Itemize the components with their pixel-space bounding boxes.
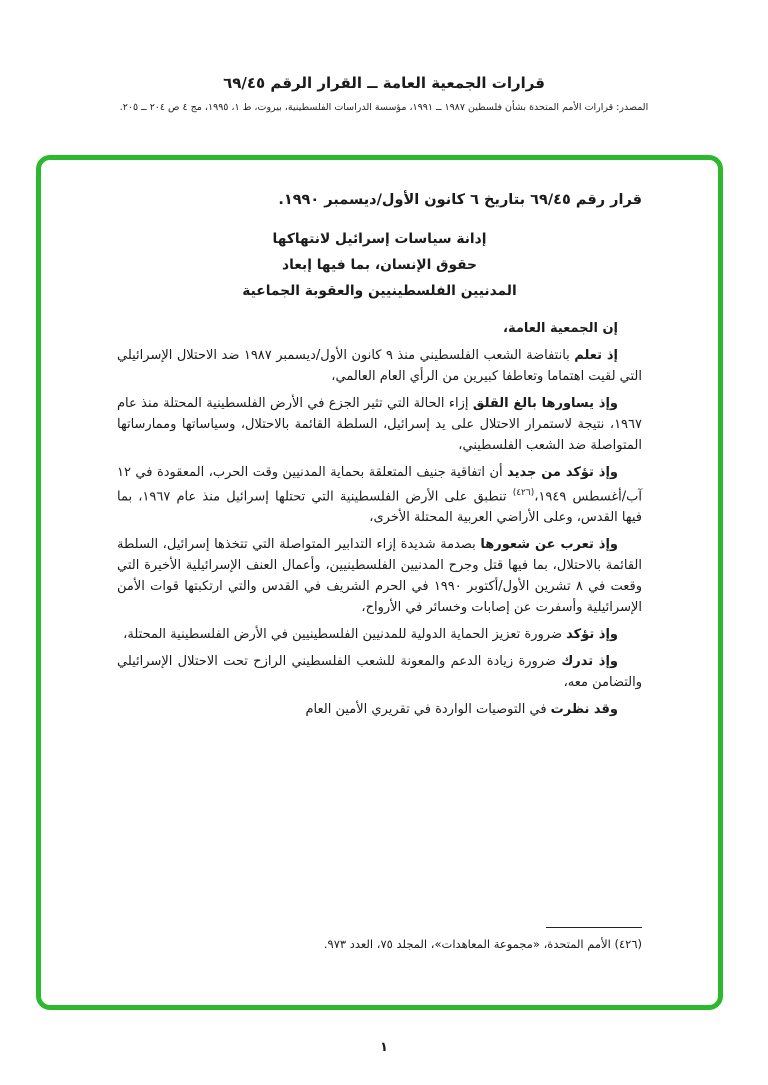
resolution-heading [117, 226, 642, 304]
paragraph [117, 393, 642, 456]
paragraph-lead: وإذ تؤكد من جديد [507, 465, 619, 480]
paragraph-lead: وإذ تعرب عن شعورها [480, 537, 618, 553]
paragraph-text: أن اتفاقية جنيف المتعلقة بحماية المدنيين وقت الحرب، المعقودة في ١٢ آب/أغسطس ١٩٤٩، [117, 465, 642, 505]
resolution-title: قرار رقم ٦٩/٤٥ بتاريخ ٦ كانون الأول/ديسمبر ١٩٩٠. [278, 192, 642, 208]
paragraph [117, 462, 642, 528]
paragraph-text: تنطبق على الأرض الفلسطينية التي تحتلها إسرائيل منذ عام ١٩٦٧، بما فيها القدس، وعلى الأراضي العربية المحتلة الأخرى، [117, 489, 642, 526]
paragraph-text: بانتفاضة الشعب الفلسطيني منذ ٩ كانون الأول/ديسمبر ١٩٨٧ ضد الاحتلال الإسرائيلي التي لقيت اهتماما وتعاطفا كبيرين من الرأي العام العالمي، [117, 348, 642, 384]
paragraph [117, 534, 642, 618]
footnote-text: (٤٢٦) الأمم المتحدة، «مجموعة المعاهدات»، المجلد ٧٥، العدد ٩٧٣. [323, 937, 642, 951]
footnote-reference: (٤٢٦) [512, 488, 535, 498]
paragraph-text: إزاء الحالة التي تثير الجزع في الأرض الفلسطينية المحتلة منذ عام ١٩٦٧، نتيجة لاستمرار الاحتلال على يد إسرائيل، السلطة القائمة بالاحتلال، وسياساتها وممارساتها المتواصلة ضد الشعب الفلسطيني، [117, 396, 642, 453]
resolution-body [117, 318, 642, 720]
footnote-area [117, 927, 642, 951]
paragraph-lead: وقد نظرت [550, 702, 618, 718]
page-number: ١ [380, 1040, 388, 1055]
paragraph-lead: وإذ تدرك [561, 654, 618, 670]
page-header-source: المصدر: قرارات الأمم المتحدة بشأن فلسطين ١٩٨٧ ــ ١٩٩١، مؤسسة الدراسات الفلسطينية، بيروت، ط ١، ١٩٩٥، مج ٤ ص ٢٠٤ ــ ٢٠٥. [119, 102, 649, 113]
paragraph-text: بصدمة شديدة إزاء التدابير المتواصلة التي تتخذها إسرائيل، السلطة القائمة بالاحتلال، بما فيها قتل وجرح المدنيين الفلسطينيين، وأعمال العنف الإسرائيلية الأخيرة التي وقعت في ٨ تشرين الأول/أكتوبر ١٩٩٠ في الحرم الشريف في القدس والتي ارتكبتها قوات الأمن الإسرائيلية وأسفرت عن إصابات وخسائر في الأرواح، [117, 537, 642, 616]
heading-line: حقوق الإنسان، بما فيها إبعاد [281, 257, 478, 273]
paragraph-lead: إن الجمعية العامة، [503, 321, 618, 336]
paragraph [117, 699, 642, 720]
content-frame [36, 155, 723, 1010]
paragraph [117, 345, 642, 387]
paragraph-text: ضرورة زيادة الدعم والمعونة للشعب الفلسطيني الرازح تحت الاحتلال الإسرائيلي والتضامن معه، [117, 654, 642, 691]
heading-line: إدانة سياسات إسرائيل لانتهاكها [272, 231, 487, 247]
paragraph [117, 624, 642, 645]
paragraph-lead: وإذ يساورها بالغ القلق [472, 396, 618, 411]
resolution-document [41, 160, 718, 1005]
paragraph-text: في التوصيات الواردة في تقريري الأمين العام [305, 702, 551, 718]
paragraph-text: ضرورة تعزيز الحماية الدولية للمدنيين الفلسطينيين في الأرض الفلسطينية المحتلة، [123, 627, 567, 643]
paragraph [117, 318, 642, 339]
paragraph-lead: وإذ تؤكد [566, 627, 618, 643]
heading-line: المدنيين الفلسطينيين والعقوبة الجماعية [242, 283, 517, 299]
footnote-separator [546, 927, 642, 928]
paragraph-lead: إذ تعلم [574, 348, 618, 363]
page-header-title: قرارات الجمعية العامة ــ القرار الرقم ٦٩/٤٥ [223, 74, 545, 92]
paragraph [117, 651, 642, 693]
